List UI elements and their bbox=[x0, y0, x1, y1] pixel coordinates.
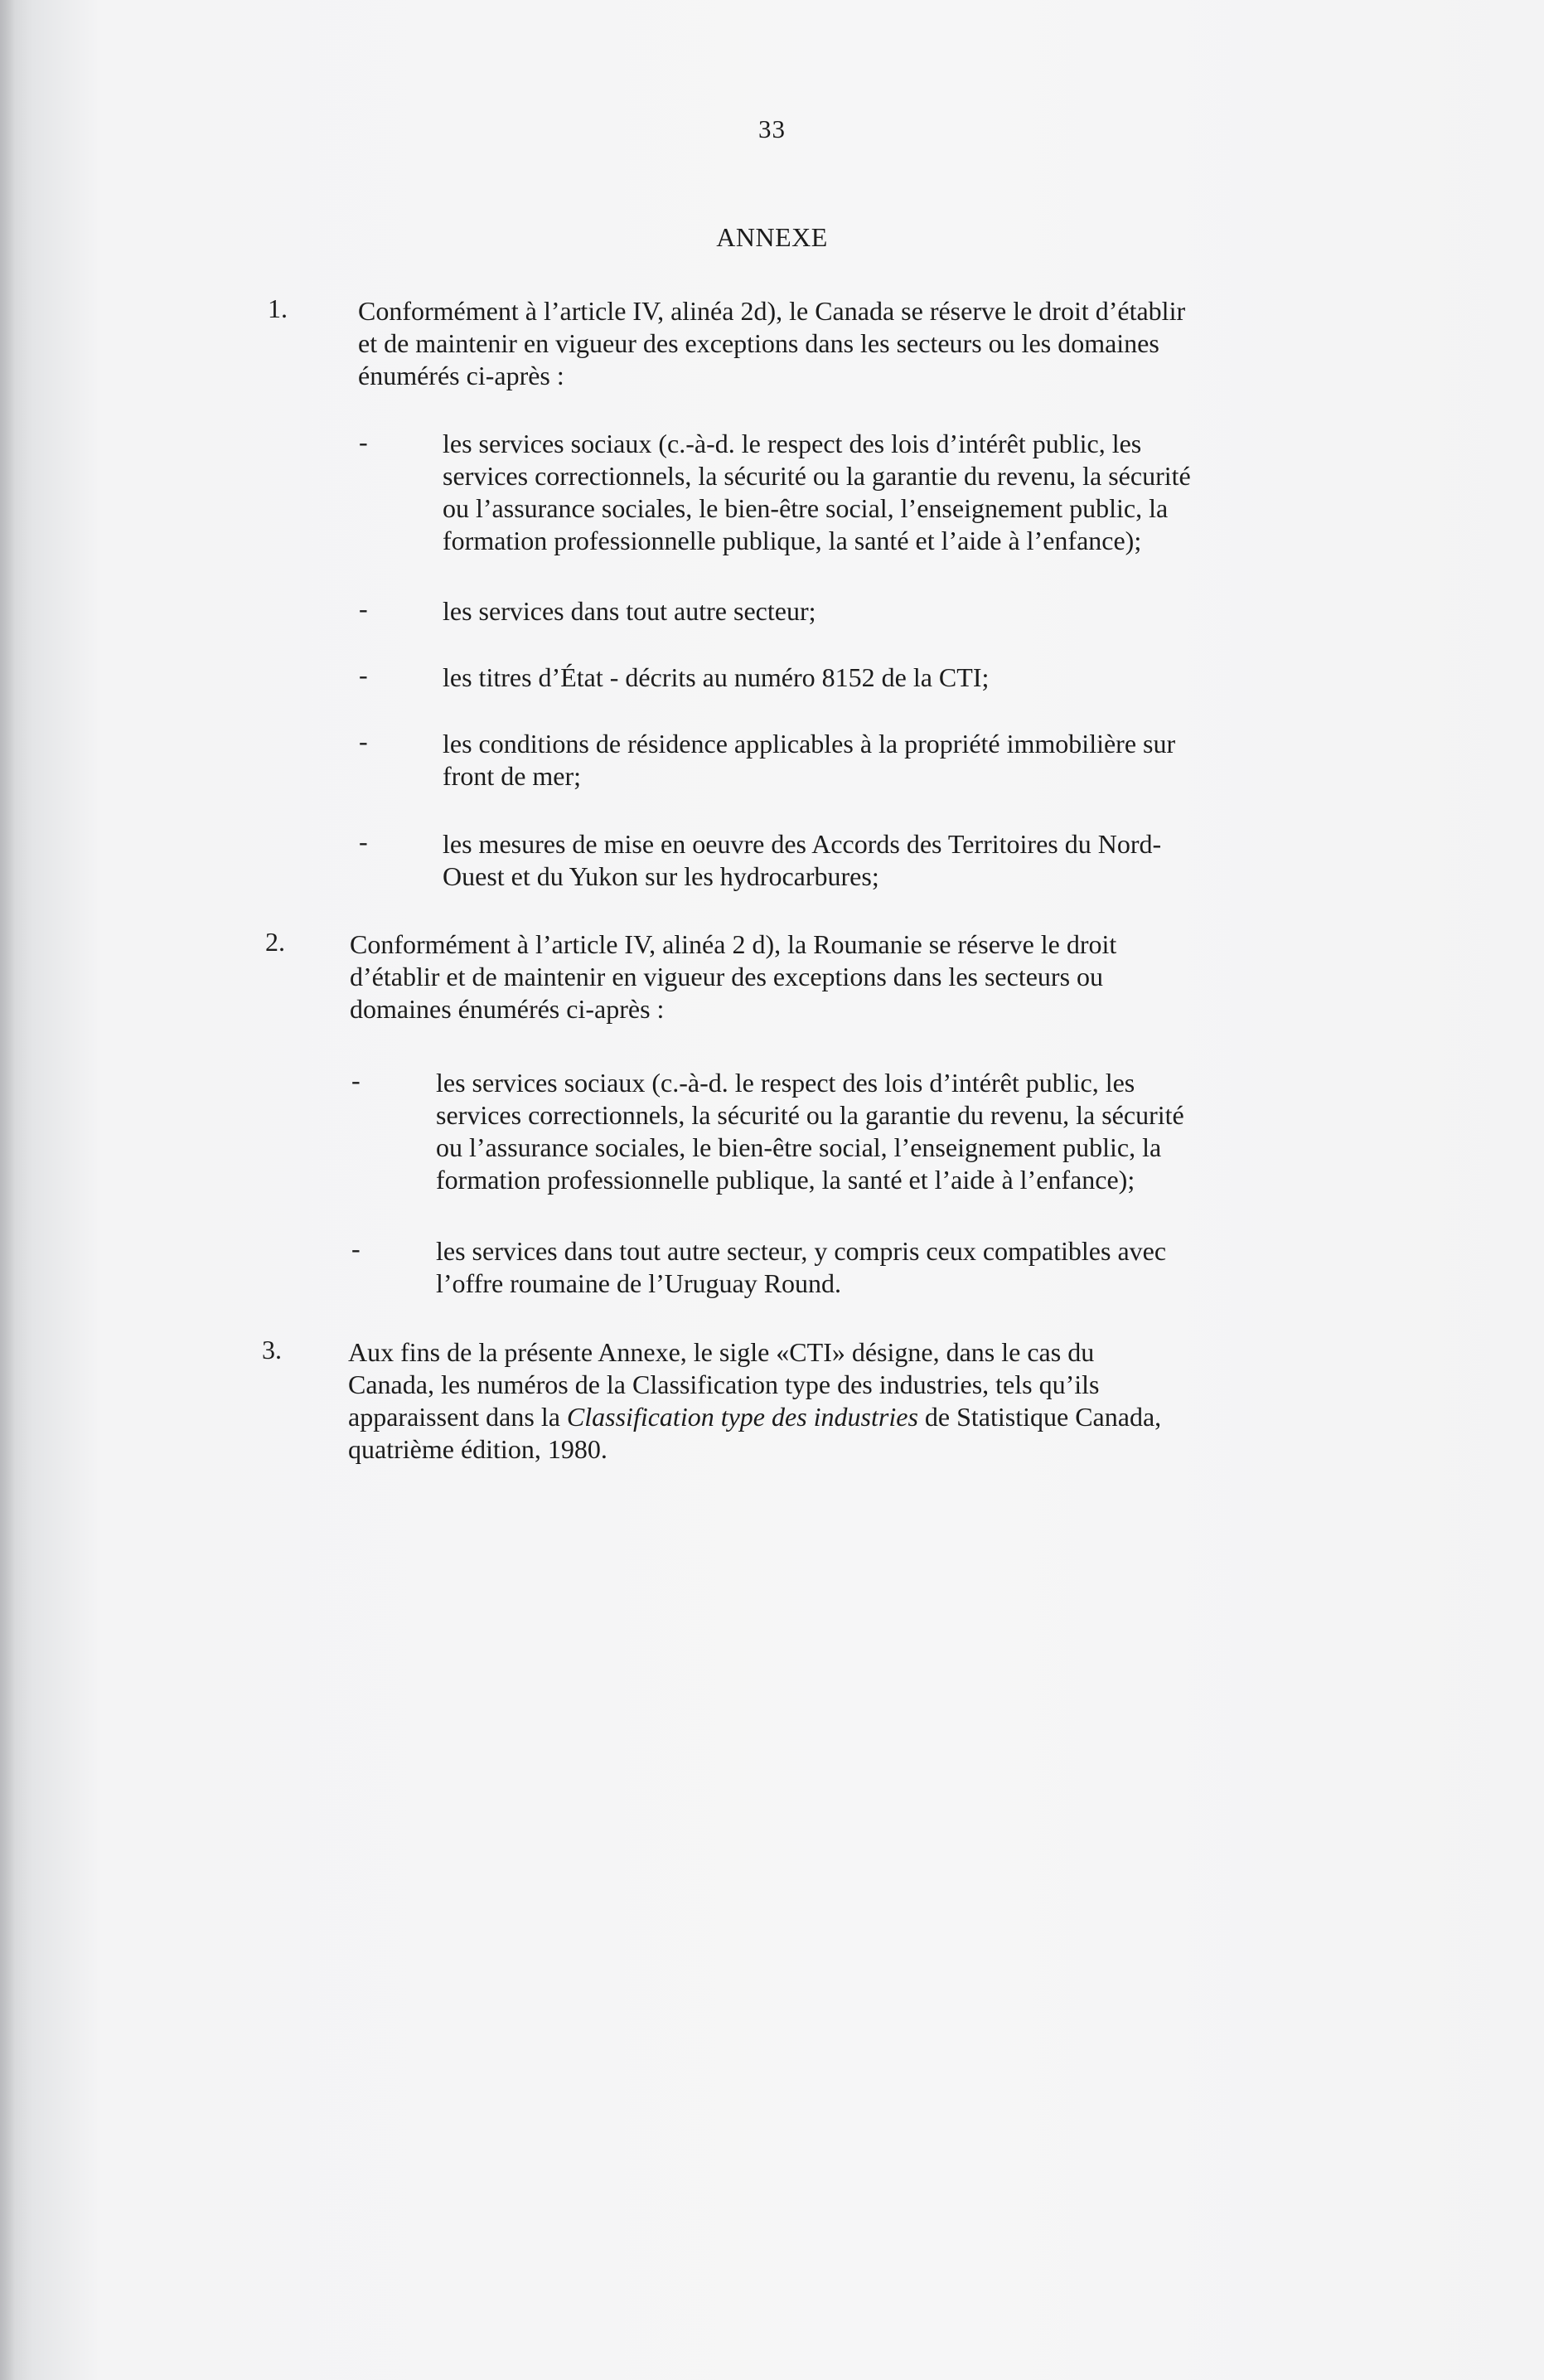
list-item bbox=[443, 728, 1175, 793]
section-1-line: et de maintenir en vigueur des exceptions dans les secteurs ou les domaines bbox=[358, 328, 1159, 358]
list-item bbox=[443, 595, 816, 628]
list-item-dash: - bbox=[359, 660, 368, 690]
list-item-line: formation professionnelle publique, la santé et l’aide à l’enfance); bbox=[436, 1165, 1135, 1195]
publication-title: Classification type des industries bbox=[566, 1402, 918, 1432]
list-item-line: services correctionnels, la sécurité ou la garantie du revenu, la sécurité bbox=[443, 461, 1191, 491]
list-item bbox=[443, 428, 1191, 557]
list-item-dash: - bbox=[359, 427, 368, 457]
section-2-number: 2. bbox=[265, 927, 285, 957]
section-3-line: quatrième édition, 1980. bbox=[348, 1434, 607, 1464]
annex-heading: ANNEXE bbox=[716, 222, 828, 252]
list-item-line: les services sociaux (c.-à-d. le respect des lois d’intérêt public, les bbox=[443, 429, 1142, 458]
page-edge-shadow bbox=[0, 0, 15, 2380]
list-item bbox=[436, 1067, 1184, 1196]
list-item-dash: - bbox=[359, 594, 368, 623]
list-item-line: les mesures de mise en oeuvre des Accords des Territoires du Nord- bbox=[443, 829, 1162, 859]
section-1-number: 1. bbox=[268, 293, 288, 323]
section-3-number: 3. bbox=[262, 1335, 282, 1365]
list-item-line: les conditions de résidence applicables à la propriété immobilière sur bbox=[443, 729, 1176, 759]
list-item-line: l’offre roumaine de l’Uruguay Round. bbox=[436, 1268, 842, 1298]
section-1-paragraph bbox=[358, 295, 1185, 392]
section-2-line: domaines énumérés ci-après : bbox=[350, 994, 665, 1024]
list-item-line: services correctionnels, la sécurité ou la garantie du revenu, la sécurité bbox=[436, 1100, 1184, 1130]
list-item-line: Ouest et du Yukon sur les hydrocarbures; bbox=[443, 861, 879, 891]
page-number: 33 bbox=[758, 114, 786, 143]
section-2-paragraph bbox=[350, 928, 1116, 1025]
section-2-line: Conformément à l’article IV, alinéa 2 d), la Roumanie se réserve le droit bbox=[350, 929, 1117, 959]
section-3-text: apparaissent dans la bbox=[348, 1402, 567, 1432]
list-item-line: les services dans tout autre secteur, y compris ceux compatibles avec bbox=[436, 1236, 1167, 1266]
list-item-line: front de mer; bbox=[443, 761, 582, 791]
list-item-line: ou l’assurance sociales, le bien-être social, l’enseignement public, la bbox=[443, 493, 1169, 523]
list-item bbox=[443, 662, 989, 694]
list-item-line: les services sociaux (c.-à-d. le respect des lois d’intérêt public, les bbox=[436, 1068, 1135, 1098]
list-item-dash: - bbox=[359, 726, 368, 756]
list-item-line: formation professionnelle publique, la santé et l’aide à l’enfance); bbox=[443, 526, 1142, 555]
section-3-paragraph bbox=[348, 1336, 1161, 1466]
section-3-line: Canada, les numéros de la Classification type des industries, tels qu’ils bbox=[348, 1369, 1100, 1399]
list-item bbox=[436, 1235, 1166, 1300]
section-1-line: Conformément à l’article IV, alinéa 2d), le Canada se réserve le droit d’établir bbox=[358, 296, 1186, 326]
list-item bbox=[443, 828, 1161, 893]
section-1-line: énumérés ci-après : bbox=[358, 361, 564, 390]
list-item-line: les services dans tout autre secteur; bbox=[443, 596, 816, 626]
section-3-line bbox=[348, 1401, 1161, 1433]
list-item-line: ou l’assurance sociales, le bien-être social, l’enseignement public, la bbox=[436, 1132, 1162, 1162]
list-item-dash: - bbox=[351, 1065, 361, 1095]
section-3-text: de Statistique Canada, bbox=[917, 1402, 1162, 1432]
section-2-line: d’établir et de maintenir en vigueur des exceptions dans les secteurs ou bbox=[350, 962, 1104, 991]
section-3-line: Aux fins de la présente Annexe, le sigle «CTI» désigne, dans le cas du bbox=[348, 1337, 1095, 1367]
list-item-line: les titres d’État - décrits au numéro 8152 de la CTI; bbox=[443, 662, 990, 692]
list-item-dash: - bbox=[351, 1234, 361, 1263]
list-item-dash: - bbox=[359, 826, 368, 856]
